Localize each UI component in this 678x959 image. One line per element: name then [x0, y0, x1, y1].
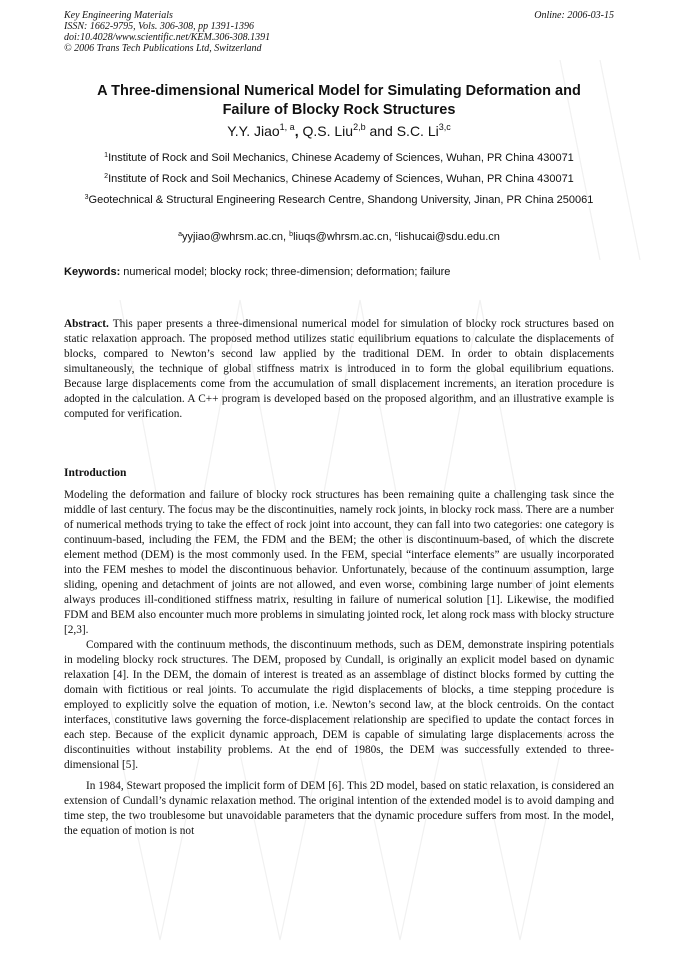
intro-paragraph-3: In 1984, Stewart proposed the implicit form of DEM [6]. This 2D model, based on static relaxation, is considered an extension of Cundall’s dynamic relaxation method. The original intention of the extended model is to avoid damping and time step, the two troublesome but unavoidable parameters that the dynamic procedure suffers from most. In the model, the equation of motion is not	[64, 780, 614, 837]
email-list	[60, 230, 618, 244]
author-name: S.C. Li	[396, 123, 439, 139]
email-link: lishucai@sdu.edu.cn	[398, 231, 500, 243]
author-affil-sup: 3,c	[438, 122, 451, 132]
journal-header	[64, 10, 270, 54]
copyright-line: © 2006 Trans Tech Publications Ltd, Switzerland	[64, 43, 262, 54]
abstract-text: This paper presents a three-dimensional numerical model for simulation of blocky rock structures based on static relaxation approach. The proposed method utilizes static equilibrium equations to calculate the displacements of blocks, compared to Newton’s second law applied by the traditional DEM. In order to obtain displacements simultaneously, the technique of global stiffness matrix is introduced in to form the global equilibrium equations. Because large displacements come from the accumulation of small displacement increments, an iteration procedure is adopted in the calculation. A C++ program is developed based on the proposed algorithm, and an illustrative example is computed for verification.	[64, 318, 614, 420]
section-heading-introduction: Introduction	[64, 467, 127, 479]
author-affil-sup: 2,b	[353, 122, 366, 132]
paper-title	[50, 82, 628, 120]
author-name: Q.S. Liu	[302, 123, 354, 139]
doi-line: doi:10.4028/www.scientific.net/KEM.306-308.1391	[64, 32, 271, 43]
abstract	[64, 317, 614, 422]
title-line-1: A Three-dimensional Numerical Model for Simulating Deformation and	[97, 83, 581, 99]
affiliation-2	[60, 172, 618, 186]
affil-sup: 1	[104, 152, 109, 159]
email-link: liuqs@whrsm.ac.cn,	[293, 231, 395, 243]
email-sup: a	[178, 231, 183, 238]
abstract-label: Abstract.	[64, 318, 109, 330]
affil-text: Institute of Rock and Soil Mechanics, Chinese Academy of Sciences, Wuhan, PR China 430071	[108, 173, 574, 185]
affil-sup: 3	[84, 194, 89, 201]
journal-name: Key Engineering Materials	[64, 10, 173, 21]
title-line-2: Failure of Blocky Rock Structures	[222, 102, 456, 118]
author-separator: ,	[294, 123, 303, 139]
affil-text: Geotechnical & Structural Engineering Research Centre, Shandong University, Jinan, PR China 250061	[88, 194, 594, 206]
author-name: Y.Y. Jiao	[227, 123, 280, 139]
email-sup: b	[289, 231, 294, 238]
author-list	[40, 122, 638, 140]
intro-paragraph-1: Modeling the deformation and failure of blocky rock structures has been remaining quite a challenging task since the middle of last century. The focus may be the discontinuities, namely rock joints, in blocky rock mass. There are a number of numerical methods trying to take the effect of rock joint into account, they can fall into two categories: one category is continuum-based, including the FEM, the FDM and the BEM; the other is discontinuum-based, of which the discrete element method (DEM) is the most commonly used. In the FEM, special “interface elements” are usually incorporated into the FEM meshes to model the discontinuous behavior. Unfortunately, because of the continuum assumption, large sliding, opening and detachment of joints are not allowed, and even worse, combining large number of joint elements always produces ill-conditioned stiffness matrix, resulting in failure of numerical solution [1]. Likewise, the modified FDM and BEM also encounter much more problems in simulating jointed rock, let along rock mass with blocky structure [2,3].	[64, 489, 614, 636]
author-affil-sup: 1, a	[279, 122, 295, 132]
affil-sup: 2	[104, 173, 109, 180]
email-sup: c	[394, 231, 399, 238]
affiliation-1	[60, 151, 618, 165]
email-link: yyjiao@whrsm.ac.cn,	[182, 231, 290, 243]
intro-paragraph-2: Compared with the continuum methods, the discontinuum methods, such as DEM, demonstrate inspiring potentials in modeling blocky rock structures. The DEM, proposed by Cundall, is originally an explicit model based on dynamic relaxation [4]. In the DEM, the domain of interest is treated as an assemblage of distinct blocks formed by cutting the domain with fictitious or real joints. To accumulate the rigid displacements of blocks, a time stepping procedure is employed to explicitly solve the equation of motion, i.e. Newton’s second law, at the block centroids. On the contact interfaces, constitutive laws governing the force-displacement relationship are specified to update the contact forces in each step. Because of the explicit dynamic approach, DEM is capable of simulating large displacements across the discontinuities without instability problems. At the end of 1980s, the DEM was successfully extended to three-dimensional [5].	[64, 639, 614, 771]
author-separator: and	[365, 123, 397, 139]
keywords-text: numerical model; blocky rock; three-dimension; deformation; failure	[120, 266, 451, 278]
keywords	[64, 265, 614, 279]
keywords-label: Keywords:	[64, 266, 121, 278]
affil-text: Institute of Rock and Soil Mechanics, Chinese Academy of Sciences, Wuhan, PR China 430071	[108, 152, 574, 164]
introduction-body	[64, 488, 614, 839]
issn-line: ISSN: 1662-9795, Vols. 306-308, pp 1391-1396	[64, 21, 254, 32]
online-date: Online: 2006-03-15	[534, 10, 614, 21]
affiliation-3	[60, 193, 618, 207]
